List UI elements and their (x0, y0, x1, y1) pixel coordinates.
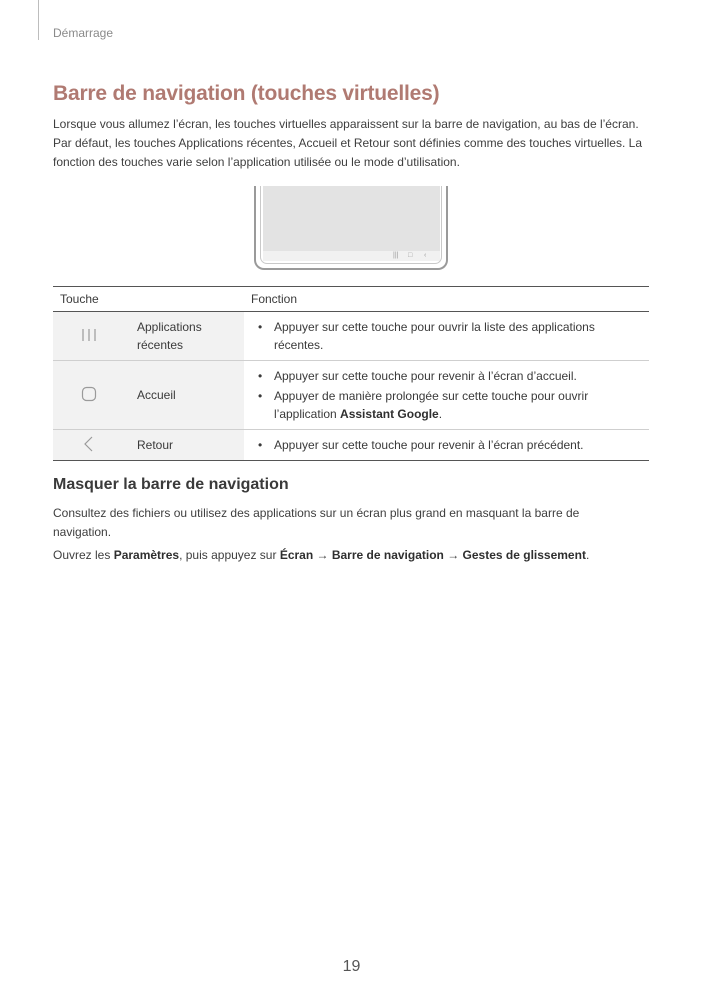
function-item (256, 387, 642, 423)
arrow-glyph: → (443, 548, 463, 562)
key-name: Applications récentes (125, 312, 244, 361)
recent-apps-icon: ||| (393, 252, 399, 259)
key-name: Retour (125, 430, 244, 461)
table-row (53, 312, 649, 361)
function-item: • Appuyer sur cette touche pour ouvrir la liste des applications récentes. (256, 318, 642, 354)
subsection-title: Masquer la barre de navigation (53, 476, 289, 493)
instruction-paragraph (53, 546, 623, 565)
back-icon: ‹ (424, 252, 427, 259)
key-function (244, 361, 649, 430)
navbar-label: Barre de navigation (331, 548, 444, 562)
section-title: Barre de navigation (touches virtuelles) (53, 82, 440, 105)
breadcrumb: Démarrage (53, 26, 114, 40)
function-text-end: . (438, 407, 443, 421)
header-function: Fonction (244, 287, 649, 312)
recent-apps-icon (80, 327, 98, 343)
header-key: Touche (53, 287, 244, 312)
assistant-google-label: Assistant Google (340, 407, 439, 421)
back-icon (82, 435, 96, 453)
home-icon: □ (408, 252, 413, 259)
key-function (244, 312, 649, 361)
instruction-text: . (585, 548, 590, 562)
settings-label: Paramètres (113, 548, 180, 562)
key-icon-cell (53, 361, 125, 430)
instruction-text: Ouvrez les (53, 548, 114, 562)
screen-label: Écran (279, 548, 314, 562)
table-row (53, 430, 649, 461)
function-text: Appuyer de manière prolongée sur cette touche pour ouvrir l’application (274, 389, 589, 421)
table-row (53, 361, 649, 430)
home-icon (80, 385, 98, 403)
navigation-keys-table (53, 286, 649, 461)
subsection-paragraph: Consultez des fichiers ou utilisez des applications sur un écran plus grand en masquant la barre de navigation. (53, 506, 580, 539)
margin-rule (38, 0, 39, 40)
key-name: Accueil (125, 361, 244, 430)
page-number: 19 (342, 958, 361, 975)
table-header-row (53, 287, 649, 312)
key-function (244, 430, 649, 461)
function-item: • Appuyer sur cette touche pour revenir à l’écran précédent. (256, 436, 642, 454)
device-bezel (260, 186, 442, 264)
arrow-glyph: → (313, 548, 332, 562)
gestures-label: Gestes de glissement (462, 548, 586, 562)
intro-paragraph: Lorsque vous allumez l’écran, les touches virtuelles apparaissent sur la barre de navigation, au bas de l’écran. Par défaut, les touches Applications récentes, Accueil et Retour sont définies comme des touches virtuelles. La fonction des touches varie selon l’application utilisée ou le mode d’utilisation. (53, 117, 642, 169)
key-icon-cell (53, 430, 125, 461)
device-illustration (254, 186, 448, 270)
key-icon-cell (53, 312, 125, 361)
instruction-text: , puis appuyez sur (179, 548, 280, 562)
function-item: • Appuyer sur cette touche pour revenir à l’écran d’accueil. (256, 367, 642, 385)
